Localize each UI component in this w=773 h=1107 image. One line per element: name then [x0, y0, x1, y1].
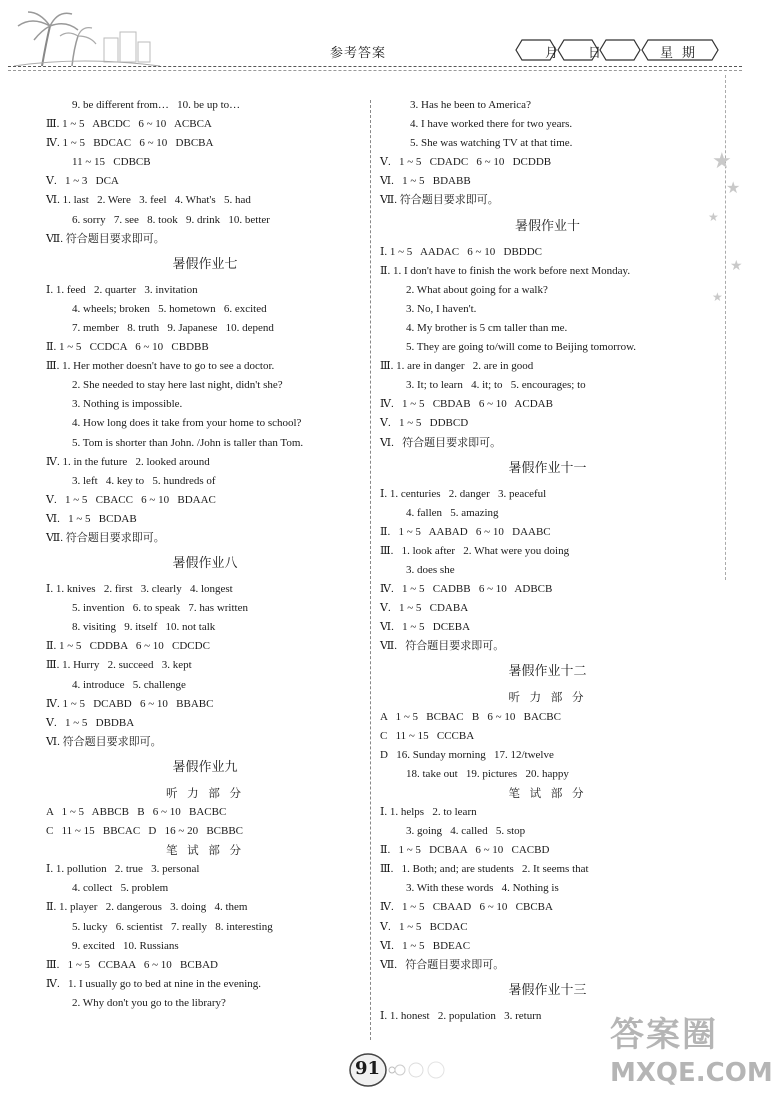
page-title: 参考答案	[330, 45, 387, 60]
answer-line: Ⅵ. 1 ~ 5 BCDAB	[46, 512, 137, 525]
subsection-heading: 听 力 部 分	[166, 785, 244, 800]
answer-line: D 16. Sunday morning 17. 12/twelve	[380, 748, 554, 761]
answer-line: Ⅰ. 1. pollution 2. true 3. personal	[46, 863, 200, 876]
section-heading: 暑假作业十一	[508, 460, 587, 476]
answer-line: Ⅵ. 符合题目要求即可。	[380, 436, 502, 449]
answer-line: 3. left 4. key to 5. hundreds of	[72, 474, 216, 487]
answer-line: Ⅶ. 符合题目要求即可。	[380, 194, 499, 207]
answer-line: Ⅴ. 1 ~ 5 DDBCD	[380, 417, 469, 430]
palm-tree-illustration	[12, 8, 162, 68]
answer-line: 4. My brother is 5 cm taller than me.	[406, 321, 568, 334]
answer-line: A 1 ~ 5 ABBCB B 6 ~ 10 BACBC	[46, 806, 227, 818]
star-icon: ★	[730, 259, 743, 274]
answer-line: Ⅲ. 1. look after 2. What were you doing	[380, 544, 570, 557]
answer-line: Ⅲ. 1. are in danger 2. are in good	[380, 360, 534, 373]
answer-line: Ⅴ. 1 ~ 3 DCA	[46, 175, 119, 188]
answer-line: 5. They are going to/will come to Beijing tomorrow.	[406, 341, 637, 354]
answer-line: 18. take out 19. pictures 20. happy	[406, 767, 569, 780]
section-heading: 暑假作业十二	[508, 664, 587, 680]
month-label: 月	[545, 46, 559, 61]
left-answer-column	[46, 96, 364, 1013]
answer-line: 4. collect 5. problem	[72, 882, 169, 895]
answer-line: Ⅳ. 1. I usually go to bed at nine in the evening.	[46, 977, 262, 990]
answer-line: Ⅳ. 1 ~ 5 CBDAB 6 ~ 10 ACDAB	[380, 398, 553, 411]
right-answer-column	[380, 96, 715, 1026]
section-heading: 暑假作业八	[172, 556, 238, 572]
answer-line: 5. She was watching TV at that time.	[410, 137, 573, 150]
answer-line: 6. sorry 7. see 8. took 9. drink 10. better	[72, 213, 270, 226]
week-label-2: 期	[682, 46, 696, 61]
answer-line: Ⅶ. 符合题目要求即可。	[46, 531, 165, 544]
answer-line: 3. does she	[406, 563, 455, 576]
answer-line: Ⅲ. 1. Hurry 2. succeed 3. kept	[46, 659, 192, 672]
star-icon: ★	[712, 148, 732, 173]
header-rule-secondary	[8, 70, 742, 71]
answer-line: Ⅰ. 1. honest 2. population 3. return	[380, 1009, 542, 1022]
answer-line: Ⅱ. 1. I don't have to finish the work before next Monday.	[380, 264, 631, 277]
answer-line: Ⅲ. 1. Both; and; are students 2. It seems that	[380, 863, 589, 876]
answer-line: 2. Why don't you go to the library?	[72, 996, 226, 1009]
answer-line: 5. invention 6. to speak 7. has written	[72, 602, 248, 615]
watermark-logo: 答案圈	[610, 1015, 718, 1055]
answer-line: 3. Has he been to America?	[410, 99, 531, 111]
answer-line: Ⅰ. 1. helps 2. to learn	[380, 806, 477, 818]
answer-line: 2. She needed to stay here last night, didn't she?	[72, 379, 283, 392]
answer-line: C 11 ~ 15 CCCBA	[380, 729, 475, 742]
subsection-heading: 笔 试 部 分	[508, 785, 587, 800]
star-icon: ★	[726, 180, 741, 197]
section-heading: 暑假作业十	[514, 218, 580, 234]
answer-line: Ⅴ. 1 ~ 5 CBACC 6 ~ 10 BDAAC	[46, 493, 216, 506]
answer-line: Ⅶ. 符合题目要求即可。	[46, 232, 165, 245]
answer-line: Ⅲ. 1 ~ 5 CCBAA 6 ~ 10 BCBAD	[46, 958, 218, 971]
answer-line: 5. Tom is shorter than John. /John is taller than Tom.	[72, 436, 304, 449]
watermark	[610, 1015, 773, 1091]
answer-line: 11 ~ 15 CDBCB	[72, 156, 151, 169]
answer-line: Ⅳ. 1 ~ 5 CADBB 6 ~ 10 ADBCB	[380, 583, 553, 596]
answer-line: Ⅲ. 1 ~ 5 ABCDC 6 ~ 10 ACBCA	[46, 118, 212, 131]
footer-ornament	[392, 1058, 452, 1082]
answer-line: Ⅵ. 1 ~ 5 DCEBA	[380, 621, 471, 634]
answer-line: 3. going 4. called 5. stop	[406, 825, 526, 838]
week-label-1: 星	[660, 46, 674, 61]
answer-line: 9. excited 10. Russians	[72, 939, 179, 952]
answer-line: Ⅵ. 符合题目要求即可。	[46, 735, 162, 748]
answer-line: A 1 ~ 5 BCBAC B 6 ~ 10 BACBC	[380, 710, 561, 723]
answer-line: 3. No, I haven't.	[406, 302, 477, 315]
answer-line: Ⅴ. 1 ~ 5 CDABA	[380, 602, 469, 615]
answer-line: 8. visiting 9. itself 10. not talk	[72, 621, 216, 634]
answer-line: Ⅰ. 1. centuries 2. danger 3. peaceful	[380, 487, 547, 500]
subsection-heading: 笔 试 部 分	[166, 843, 244, 858]
day-label: 日	[588, 46, 602, 61]
answer-line: 7. member 8. truth 9. Japanese 10. depend	[72, 321, 274, 334]
watermark-url: MXQE.COM	[610, 1058, 773, 1088]
answer-line: 2. What about going for a walk?	[406, 283, 548, 296]
answer-line: Ⅳ. 1 ~ 5 DCABD 6 ~ 10 BBABC	[46, 697, 214, 710]
answer-line: Ⅳ. 1 ~ 5 CBAAD 6 ~ 10 CBCBA	[380, 901, 553, 914]
section-heading: 暑假作业七	[172, 256, 238, 272]
column-divider	[370, 100, 371, 1040]
answer-line: 4. introduce 5. challenge	[72, 678, 186, 691]
answer-line: 3. With these words 4. Nothing is	[406, 882, 559, 895]
section-heading: 暑假作业十三	[508, 982, 587, 998]
answer-line: Ⅶ. 符合题目要求即可。	[380, 958, 505, 971]
answer-line: Ⅰ. 1 ~ 5 AADAC 6 ~ 10 DBDDC	[380, 245, 543, 258]
answer-line: Ⅱ. 1 ~ 5 CDDBA 6 ~ 10 CDCDC	[46, 640, 210, 653]
answer-line: Ⅴ. 1 ~ 5 DBDBA	[46, 716, 135, 729]
section-heading: 暑假作业九	[172, 759, 238, 775]
answer-line: C 11 ~ 15 BBCAC D 16 ~ 20 BCBBC	[46, 825, 244, 838]
answer-line: Ⅲ. 1. Her mother doesn't have to go to see a doctor.	[46, 360, 275, 373]
answer-line: 4. I have worked there for two years.	[410, 118, 573, 131]
answer-line: 5. lucky 6. scientist 7. really 8. interesting	[72, 920, 273, 933]
answer-line: Ⅱ. 1. player 2. dangerous 3. doing 4. them	[46, 901, 248, 914]
answer-line: Ⅶ. 符合题目要求即可。	[380, 640, 505, 653]
answer-line: 3. Nothing is impossible.	[72, 398, 183, 411]
answer-line: 9. be different from… 10. be up to…	[72, 99, 241, 111]
answer-line: 4. How long does it take from your home to school?	[72, 417, 302, 430]
answer-line: Ⅱ. 1 ~ 5 AABAD 6 ~ 10 DAABC	[380, 525, 551, 538]
answer-line: Ⅰ. 1. knives 2. first 3. clearly 4. longest	[46, 583, 233, 596]
answer-line: Ⅳ. 1. in the future 2. looked around	[46, 455, 210, 468]
answer-line: Ⅱ. 1 ~ 5 CCDCA 6 ~ 10 CBDBB	[46, 341, 209, 354]
answer-line: Ⅱ. 1 ~ 5 DCBAA 6 ~ 10 CACBD	[380, 844, 550, 857]
answer-line: Ⅰ. 1. feed 2. quarter 3. invitation	[46, 283, 198, 296]
answer-line: 4. fallen 5. amazing	[406, 506, 499, 519]
answer-line: Ⅵ. 1 ~ 5 BDEAC	[380, 939, 471, 952]
answer-line: Ⅴ. 1 ~ 5 BCDAC	[380, 920, 468, 933]
star-icon: ★	[708, 210, 719, 224]
answer-line: Ⅴ. 1 ~ 5 CDADC 6 ~ 10 DCDDB	[380, 156, 552, 169]
answer-line: Ⅵ. 1 ~ 5 BDABB	[380, 175, 471, 188]
answer-line: 3. It; to learn 4. it; to 5. encourages; to	[406, 379, 586, 392]
subsection-heading: 听 力 部 分	[508, 690, 587, 705]
answer-line: Ⅳ. 1 ~ 5 BDCAC 6 ~ 10 DBCBA	[46, 137, 214, 150]
star-icon: ★	[712, 290, 723, 304]
page-header	[0, 0, 750, 75]
answer-line: Ⅵ. 1. last 2. Were 3. feel 4. What's 5. had	[46, 194, 251, 207]
answer-line: 4. wheels; broken 5. hometown 6. excited	[72, 302, 267, 315]
page-number: 91	[355, 1058, 381, 1079]
header-rule	[8, 66, 742, 67]
